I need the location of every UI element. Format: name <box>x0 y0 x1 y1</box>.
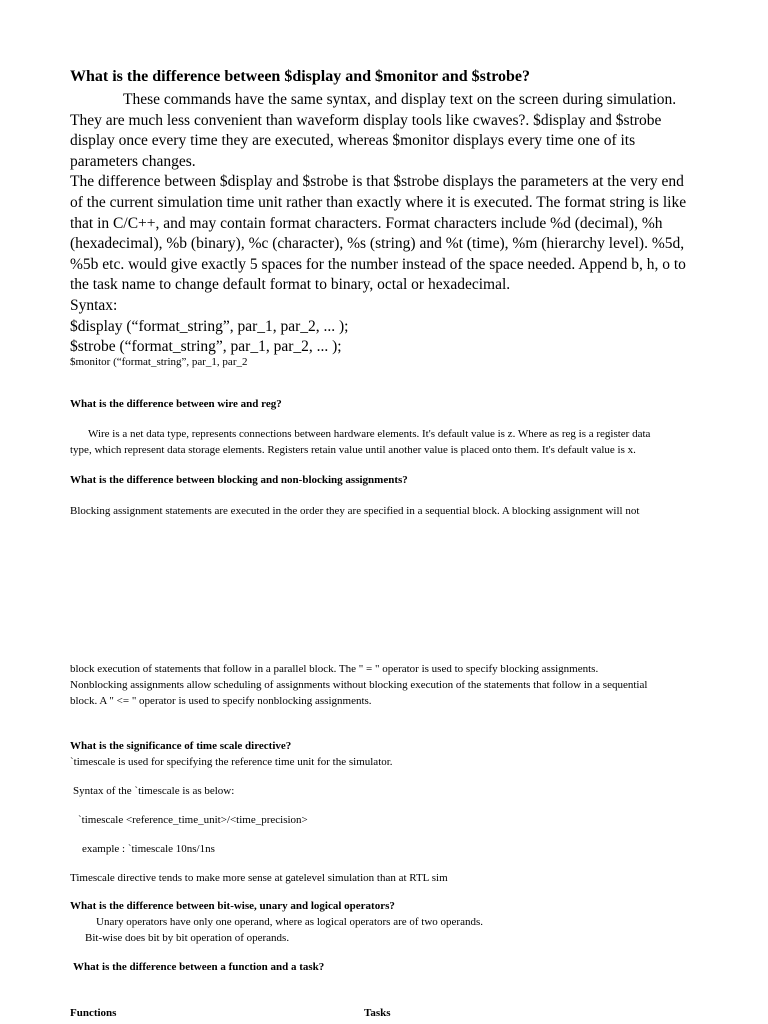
text-line: (hexadecimal), %b (binary), %c (character), %s (string) and %t (time), %m (hierarchy level). %5d, <box>70 235 685 253</box>
text-line: display once every time they are executed, whereas $monitor displays every time one of its <box>70 132 636 150</box>
text-line: `timescale is used for specifying the reference time unit for the simulator. <box>70 756 393 768</box>
column-header-functions: Functions <box>70 1007 117 1019</box>
text-line: The difference between $display and $strobe is that $strobe displays the parameters at the very end <box>70 173 684 191</box>
text-line: of the current simulation time unit rather than exactly where it is executed. The format string is like <box>70 193 687 211</box>
text-line: Nonblocking assignments allow scheduling of assignments without blocking execution of the statements that follow in a sequential <box>70 679 648 691</box>
syntax-label: Syntax: <box>70 296 118 314</box>
code-line: example : `timescale 10ns/1ns <box>82 843 215 855</box>
text-line: These commands have the same syntax, and display text on the screen during simulation. <box>123 91 677 108</box>
question-title-wire-reg: What is the difference between wire and reg? <box>70 398 282 410</box>
text-line: block. A " <= " operator is used to specify nonblocking assignments. <box>70 695 372 707</box>
text-line: Timescale directive tends to make more sense at gatelevel simulation than at RTL sim <box>70 872 448 884</box>
answer-display-monitor-strobe <box>70 90 690 358</box>
question-title-function-task: What is the difference between a function and a task? <box>73 961 325 973</box>
text-line: They are much less convenient than waveform display tools like cwaves?. $display and $strobe <box>70 111 662 129</box>
question-title-operators: What is the difference between bit-wise, unary and logical operators? <box>70 900 395 912</box>
question-title-blocking: What is the difference between blocking and non-blocking assignments? <box>70 474 408 486</box>
text-line: Unary operators have only one operand, where as logical operators are of two operands. <box>96 916 483 928</box>
text-line: Syntax of the `timescale is as below: <box>73 785 235 797</box>
question-title-timescale: What is the significance of time scale directive? <box>70 740 292 752</box>
text-line: Blocking assignment statements are executed in the order they are specified in a sequential block. A blocking assignment will not <box>70 505 640 517</box>
monitor-syntax-line: $monitor (“format_string”, par_1, par_2 <box>70 356 248 368</box>
text-line: Wire is a net data type, represents connections between hardware elements. It's default value is z. Where as reg is a register data <box>88 428 651 440</box>
text-line: that in C/C++, and may contain format characters. Format characters include %d (decimal), %h <box>70 214 663 232</box>
code-line: `timescale <reference_time_unit>/<time_precision> <box>78 814 308 826</box>
column-header-tasks: Tasks <box>364 1007 391 1019</box>
code-line: $display (“format_string”, par_1, par_2, ... ); <box>70 317 349 335</box>
text-line: Bit-wise does bit by bit operation of operands. <box>85 932 290 944</box>
question-title-display-monitor-strobe: What is the difference between $display and $monitor and $strobe? <box>70 68 531 85</box>
code-line: $strobe (“format_string”, par_1, par_2, ... ); <box>70 338 342 356</box>
text-line: block execution of statements that follow in a parallel block. The " = " operator is used to specify blocking assignments. <box>70 663 599 675</box>
text-line: parameters changes. <box>70 152 196 170</box>
text-line: the task name to change default format to binary, octal or hexadecimal. <box>70 276 511 294</box>
text-line: type, which represent data storage elements. Registers retain value until another value is placed onto them. It's default value is x. <box>70 444 636 456</box>
text-line: %5b etc. would give exactly 5 spaces for the number instead of the space needed. Append b, h, o to <box>70 255 686 273</box>
